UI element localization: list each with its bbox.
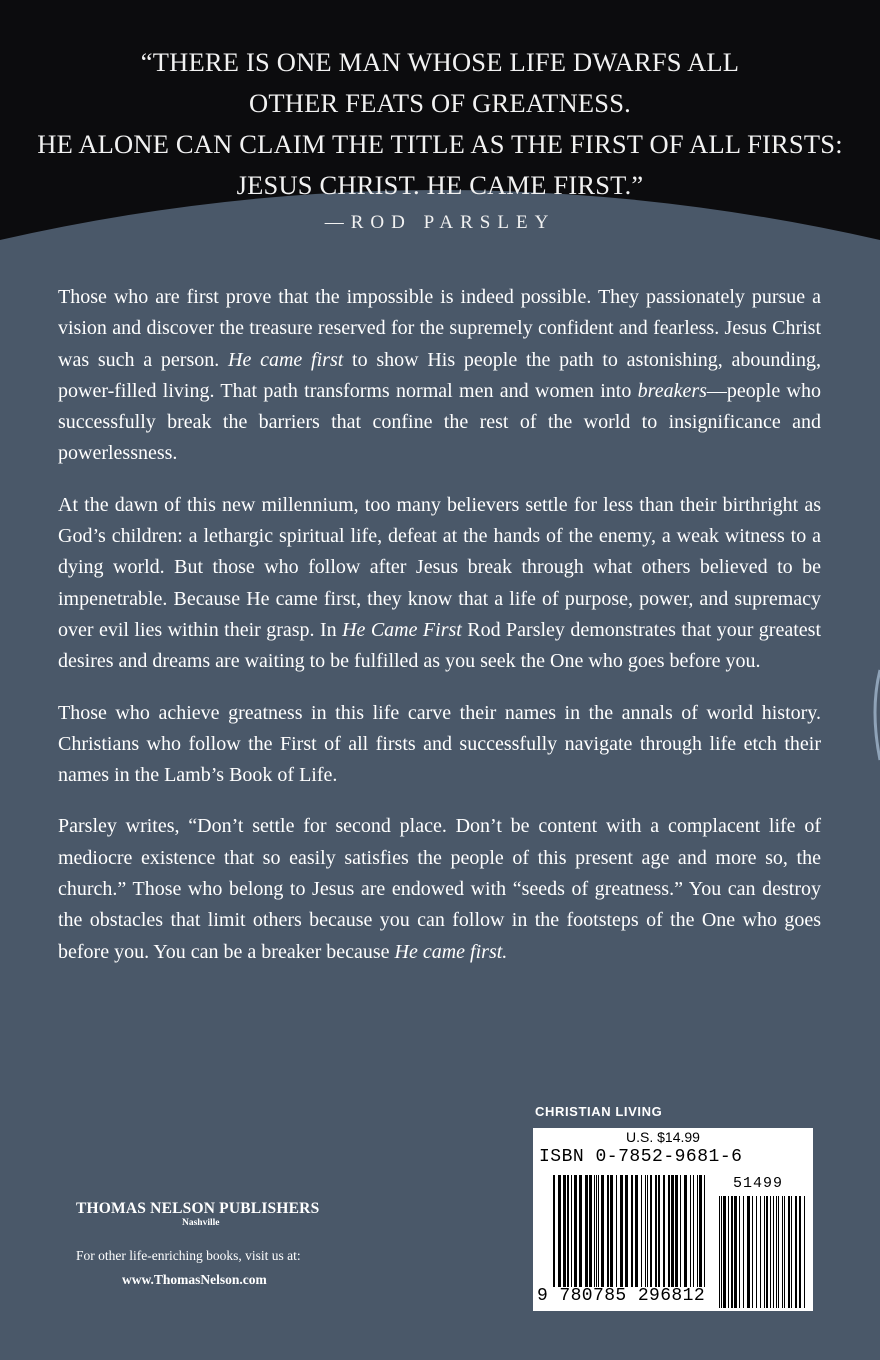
paragraph-1-text-a: Those who are first prove that the impossible is indeed possible. They passionately pursue a vision and discover the treasure reserved for the supremely confident and fearless. Jesus Christ was such a person.	[58, 286, 821, 371]
barcode	[533, 1128, 813, 1311]
category-label: CHRISTIAN LIVING	[535, 1104, 663, 1119]
visit-text: For other life-enriching books, visit us at:	[76, 1248, 301, 1263]
publisher-city: Nashville	[182, 1218, 220, 1228]
paragraph-4-italic: He came first.	[394, 940, 508, 963]
paragraph-3: Those who achieve greatness in this life carve their names in the annals of world history. Christians who follow the First of all firsts and successfully navigate through life etch their names in the Lamb’s Book of Life.	[58, 701, 821, 787]
paragraph-2-italic: He Came First	[342, 618, 462, 641]
quote-line-2: OTHER FEATS OF GREATNESS.	[249, 88, 631, 118]
paragraph-1-italic-a: He came first	[228, 348, 344, 371]
back-cover-copy	[58, 282, 821, 988]
paragraph-2-text-a: At the dawn of this new millennium, too many believers settle for less than their birthright as God’s children: a lethargic spiritual life, defeat at the hands of the enemy, a weak witness to a dying world. But those who follow after Jesus break through what others believed to be impenetrable. Because He came first, they know that a life of purpose, power, and supremacy over evil lies within their grasp. In	[58, 493, 821, 641]
pull-quote	[0, 42, 880, 206]
quote-line-1: “THERE IS ONE MAN WHOSE LIFE DWARFS ALL	[140, 47, 740, 77]
isbn-label: ISBN 0-7852-9681-6	[539, 1147, 743, 1167]
ean-digits: 9 780785 296812	[537, 1286, 706, 1306]
paragraph-2-text-b: Rod Parsley demonstrates that your greatest desires and dreams are waiting to be fulfilled as you seek the One who goes before you.	[58, 618, 821, 673]
paragraph-1-text-c: —people who successfully break the barriers that confine the rest of the world to insignificance and powerlessness.	[58, 379, 821, 465]
publisher-url: www.ThomasNelson.com	[122, 1272, 267, 1287]
quote-line-3: HE ALONE CAN CLAIM THE TITLE AS THE FIRST OF ALL FIRSTS:	[37, 129, 843, 159]
paragraph-4	[58, 811, 821, 967]
quote-line-4: JESUS CHRIST. HE CAME FIRST.”	[236, 170, 644, 200]
paragraph-1	[58, 282, 821, 470]
quote-attribution: —ROD PARSLEY	[324, 212, 556, 233]
paragraph-4-text: Parsley writes, “Don’t settle for second place. Don’t be content with a complacent life of mediocre existence that so easily satisfies the people of this present age and more so, the church.” Those who belong to Jesus are endowed with “seeds of greatness.” You can destroy the obstacles that limit others because you can follow in the footsteps of the One who goes before you. You can be a breaker because	[58, 815, 821, 963]
paragraph-1-italic-b: breakers	[637, 379, 707, 402]
paragraph-2	[58, 490, 821, 678]
addon-code: 51499	[733, 1175, 784, 1192]
price-label: U.S. $14.99	[626, 1129, 700, 1145]
paragraph-1-text-b: to show His people the path to astonishing, abounding, power-filled living. That path transforms normal men and women into	[58, 348, 821, 402]
edge-artwork	[868, 660, 880, 770]
publisher-name: THOMAS NELSON PUBLISHERS	[76, 1200, 320, 1217]
